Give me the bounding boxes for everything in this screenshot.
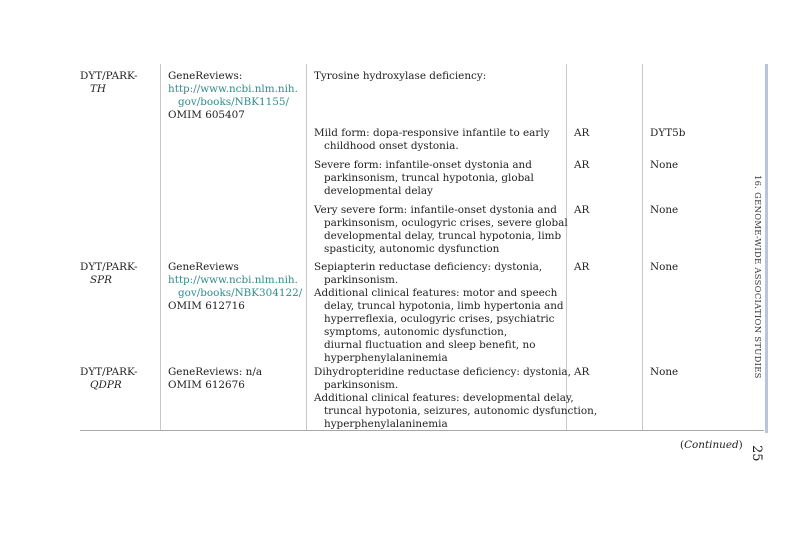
source-line: GeneReviews: (168, 70, 243, 82)
description-line: developmental delay (324, 185, 433, 197)
locus-cell: None (650, 204, 679, 216)
description-line: Dihydropteridine reductase deficiency: dystonia, (314, 366, 571, 378)
gene-cell (80, 70, 138, 96)
inheritance-cell: AR (574, 204, 590, 216)
description-line: hyperreflexia, oculogyric crises, psychiatric (324, 313, 555, 325)
gene-symbol: QDPR (90, 379, 122, 391)
locus-cell: None (650, 366, 679, 378)
description-cell (314, 127, 550, 153)
source-link[interactable]: http://www.ncbi.nlm.nih. (168, 83, 298, 95)
description-line: symptoms, autonomic dysfunction, (324, 326, 508, 338)
description-cell (314, 204, 568, 256)
inheritance-cell: AR (574, 127, 590, 139)
source-line: GeneReviews (168, 261, 239, 273)
column-divider (160, 64, 161, 430)
continued-close: ) (738, 439, 743, 451)
source-line: OMIM 605407 (168, 109, 245, 121)
gene-symbol: TH (90, 83, 106, 95)
description-line: diurnal fluctuation and sleep benefit, no (324, 339, 536, 351)
source-line: OMIM 612676 (168, 379, 245, 391)
description-line: parkinsonism. (324, 274, 399, 286)
running-head: 16. GENOME-WIDE ASSOCIATION STUDIES (753, 175, 763, 379)
source-link[interactable]: http://www.ncbi.nlm.nih. (168, 274, 298, 286)
inheritance-cell: AR (574, 366, 590, 378)
gene-prefix: DYT/PARK- (80, 261, 138, 273)
column-divider (642, 64, 643, 430)
source-cell (168, 366, 262, 392)
description-line: hyperphenylalaninemia (324, 352, 448, 364)
gene-cell (80, 366, 138, 392)
locus-cell: None (650, 159, 679, 171)
locus-cell: None (650, 261, 679, 273)
description-line: Additional clinical features: developmental delay, (314, 392, 574, 404)
column-divider (306, 64, 307, 430)
description-cell (314, 70, 486, 83)
locus-cell: DYT5b (650, 127, 686, 139)
source-line: GeneReviews: n/a (168, 366, 263, 378)
description-line: spasticity, autonomic dysfunction (324, 243, 500, 255)
gene-cell (80, 261, 138, 287)
gene-prefix: DYT/PARK- (80, 70, 138, 82)
description-line: developmental delay, truncal hypotonia, limb (324, 230, 562, 242)
description-line: parkinsonism. (324, 379, 399, 391)
description-line: hyperphenylalaninemia (324, 418, 448, 430)
description-line: parkinsonism, truncal hypotonia, global (324, 172, 534, 184)
description-line: Tyrosine hydroxylase deficiency: (314, 70, 487, 82)
description-cell (314, 366, 597, 431)
source-link[interactable]: gov/books/NBK304122/ (178, 287, 303, 299)
description-line: truncal hypotonia, seizures, autonomic dysfunction, (324, 405, 598, 417)
source-link[interactable]: gov/books/NBK1155/ (178, 96, 290, 108)
description-line: parkinsonism, oculogyric crises, severe global (324, 217, 568, 229)
description-line: Mild form: dopa-responsive infantile to early (314, 127, 550, 139)
page-number: 25 (749, 445, 764, 462)
description-line: Severe form: infantile-onset dystonia and (314, 159, 532, 171)
description-line: Very severe form: infantile-onset dystonia and (314, 204, 557, 216)
source-line: OMIM 612716 (168, 300, 245, 312)
gene-symbol: SPR (90, 274, 112, 286)
description-cell (314, 159, 534, 198)
continued-note (680, 439, 743, 451)
gene-prefix: DYT/PARK- (80, 366, 138, 378)
source-cell (168, 70, 298, 122)
description-cell (314, 261, 564, 365)
side-accent-bar (765, 64, 768, 433)
continued-open: ( (680, 439, 685, 451)
description-line: childhood onset dystonia. (324, 140, 459, 152)
description-line: Sepiapterin reductase deficiency: dystonia, (314, 261, 543, 273)
continued-word: Continued (684, 439, 739, 451)
inheritance-cell: AR (574, 159, 590, 171)
source-cell (168, 261, 302, 313)
inheritance-cell: AR (574, 261, 590, 273)
description-line: delay, truncal hypotonia, limb hypertonia and (324, 300, 564, 312)
description-line: Additional clinical features: motor and speech (314, 287, 558, 299)
